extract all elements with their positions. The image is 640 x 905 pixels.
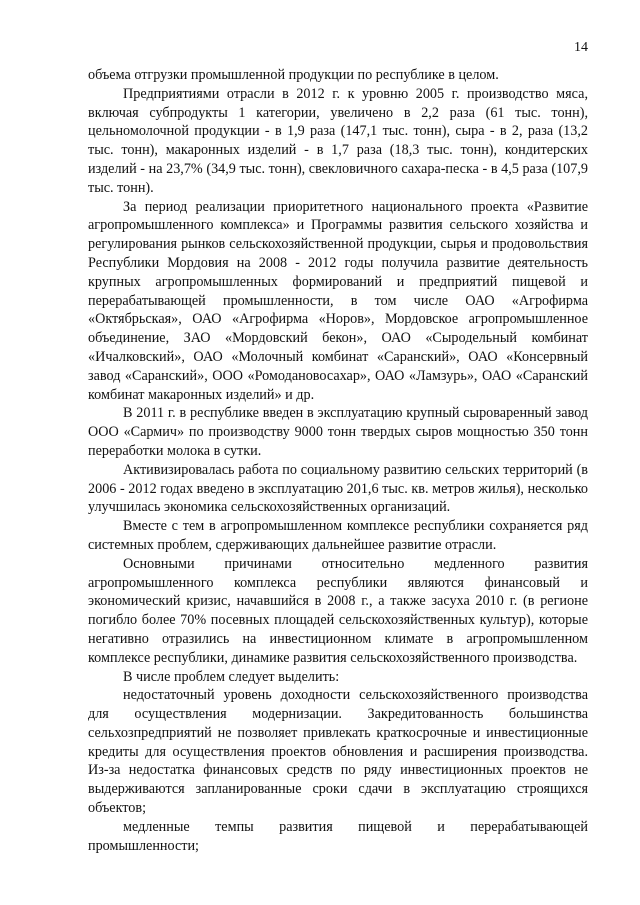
paragraph-1: объема отгрузки промышленной продукции по республике в целом. [88,67,499,83]
paragraph-6: Вместе с тем в агропромышленном комплексе республики сохраняется ряд системных проблем, сдерживающих дальнейшее развитие отрасли. [88,518,588,553]
paragraph-3: За период реализации приоритетного национального проекта «Развитие агропромышленного комплекса» и Программы развития сельского хозяйства и регулирования рынков сельскохозяйственной продукции, сырья и продовольствия Республики Мордовия на 2008 - 2012 годы получила развитие деятельность крупных агропромышленных формирований и предприятий пищевой и перерабатывающей промышленности, в том числе ОАО «Агрофирма «Октябрьская», ОАО «Агрофирма «Норов», Мордовское агропромышленное объединение, ЗАО «Мордовский бекон», ОАО «Сыродельный комбинат «Ичалковский», ОАО «Молочный комбинат «Саранский», ОАО «Консервный завод «Саранский», ООО «Ромодановосахар», ОАО «Ламзурь», ОАО «Саранский комбинат макаронных изделий» и др. [88,198,588,403]
paragraph-7: Основными причинами относительно медленного развития агропромышленного комплекса республики являются финансовый и экономический кризис, начавшийся в 2008 г., а также засуха 2010 г. (в регионе погибло более 70% посевных площадей сельскохозяйственных культур), которые негативно отразились на инвестиционном климате в агропромышленном комплексе республики, динамике развития сельскохозяйственного производства. [88,555,588,666]
paragraph-8: В числе проблем следует выделить: [123,668,340,685]
paragraph-9: недостаточный уровень доходности сельскохозяйственного производства для осуществления модернизации. Закредитованность большинства сельхозпредприятий не позволяет привлекать краткосрочные и инвестиционные кредиты для осуществления проектов обновления и расширения производства. Из-за недостатка финансовых средств по ряду инвестиционных проектов не выдерживаются запланированные сроки сдачи в эксплуатацию строящихся объектов; [88,687,588,817]
page-body [88,66,588,855]
page-number: 14 [574,40,588,55]
paragraph-4: В 2011 г. в республике введен в эксплуатацию крупный сыроваренный завод ООО «Сармич» по производству 9000 тонн твердых сыров мощностью 350 тонн переработки молока в сутки. [88,405,588,459]
paragraph-10: медленные темпы развития пищевой и перерабатывающей промышленности; [88,818,588,854]
paragraph-5: Активизировалась работа по социальному развитию сельских территорий (в 2006 - 2012 годах введено в эксплуатацию 201,6 тыс. кв. метров жилья), несколько улучшилась экономика сельскохозяйственных организаций. [88,461,588,516]
paragraph-2: Предприятиями отрасли в 2012 г. к уровню 2005 г. производство мяса, включая субпродукты 1 категории, увеличено в 2,2 раза (61 тыс. тонн), цельномолочной продукции - в 1,9 раза (147,1 тыс. тонн), сыра - в 2, раза (13,2 тыс. тонн), макаронных изделий - в 1,7 раза (18,3 тыс. тонн), кондитерских изделий - на 23,7% (34,9 тыс. тонн), свекловичного сахара-песка - в 4,5 раза (107,9 тыс. тонн). [88,85,588,196]
